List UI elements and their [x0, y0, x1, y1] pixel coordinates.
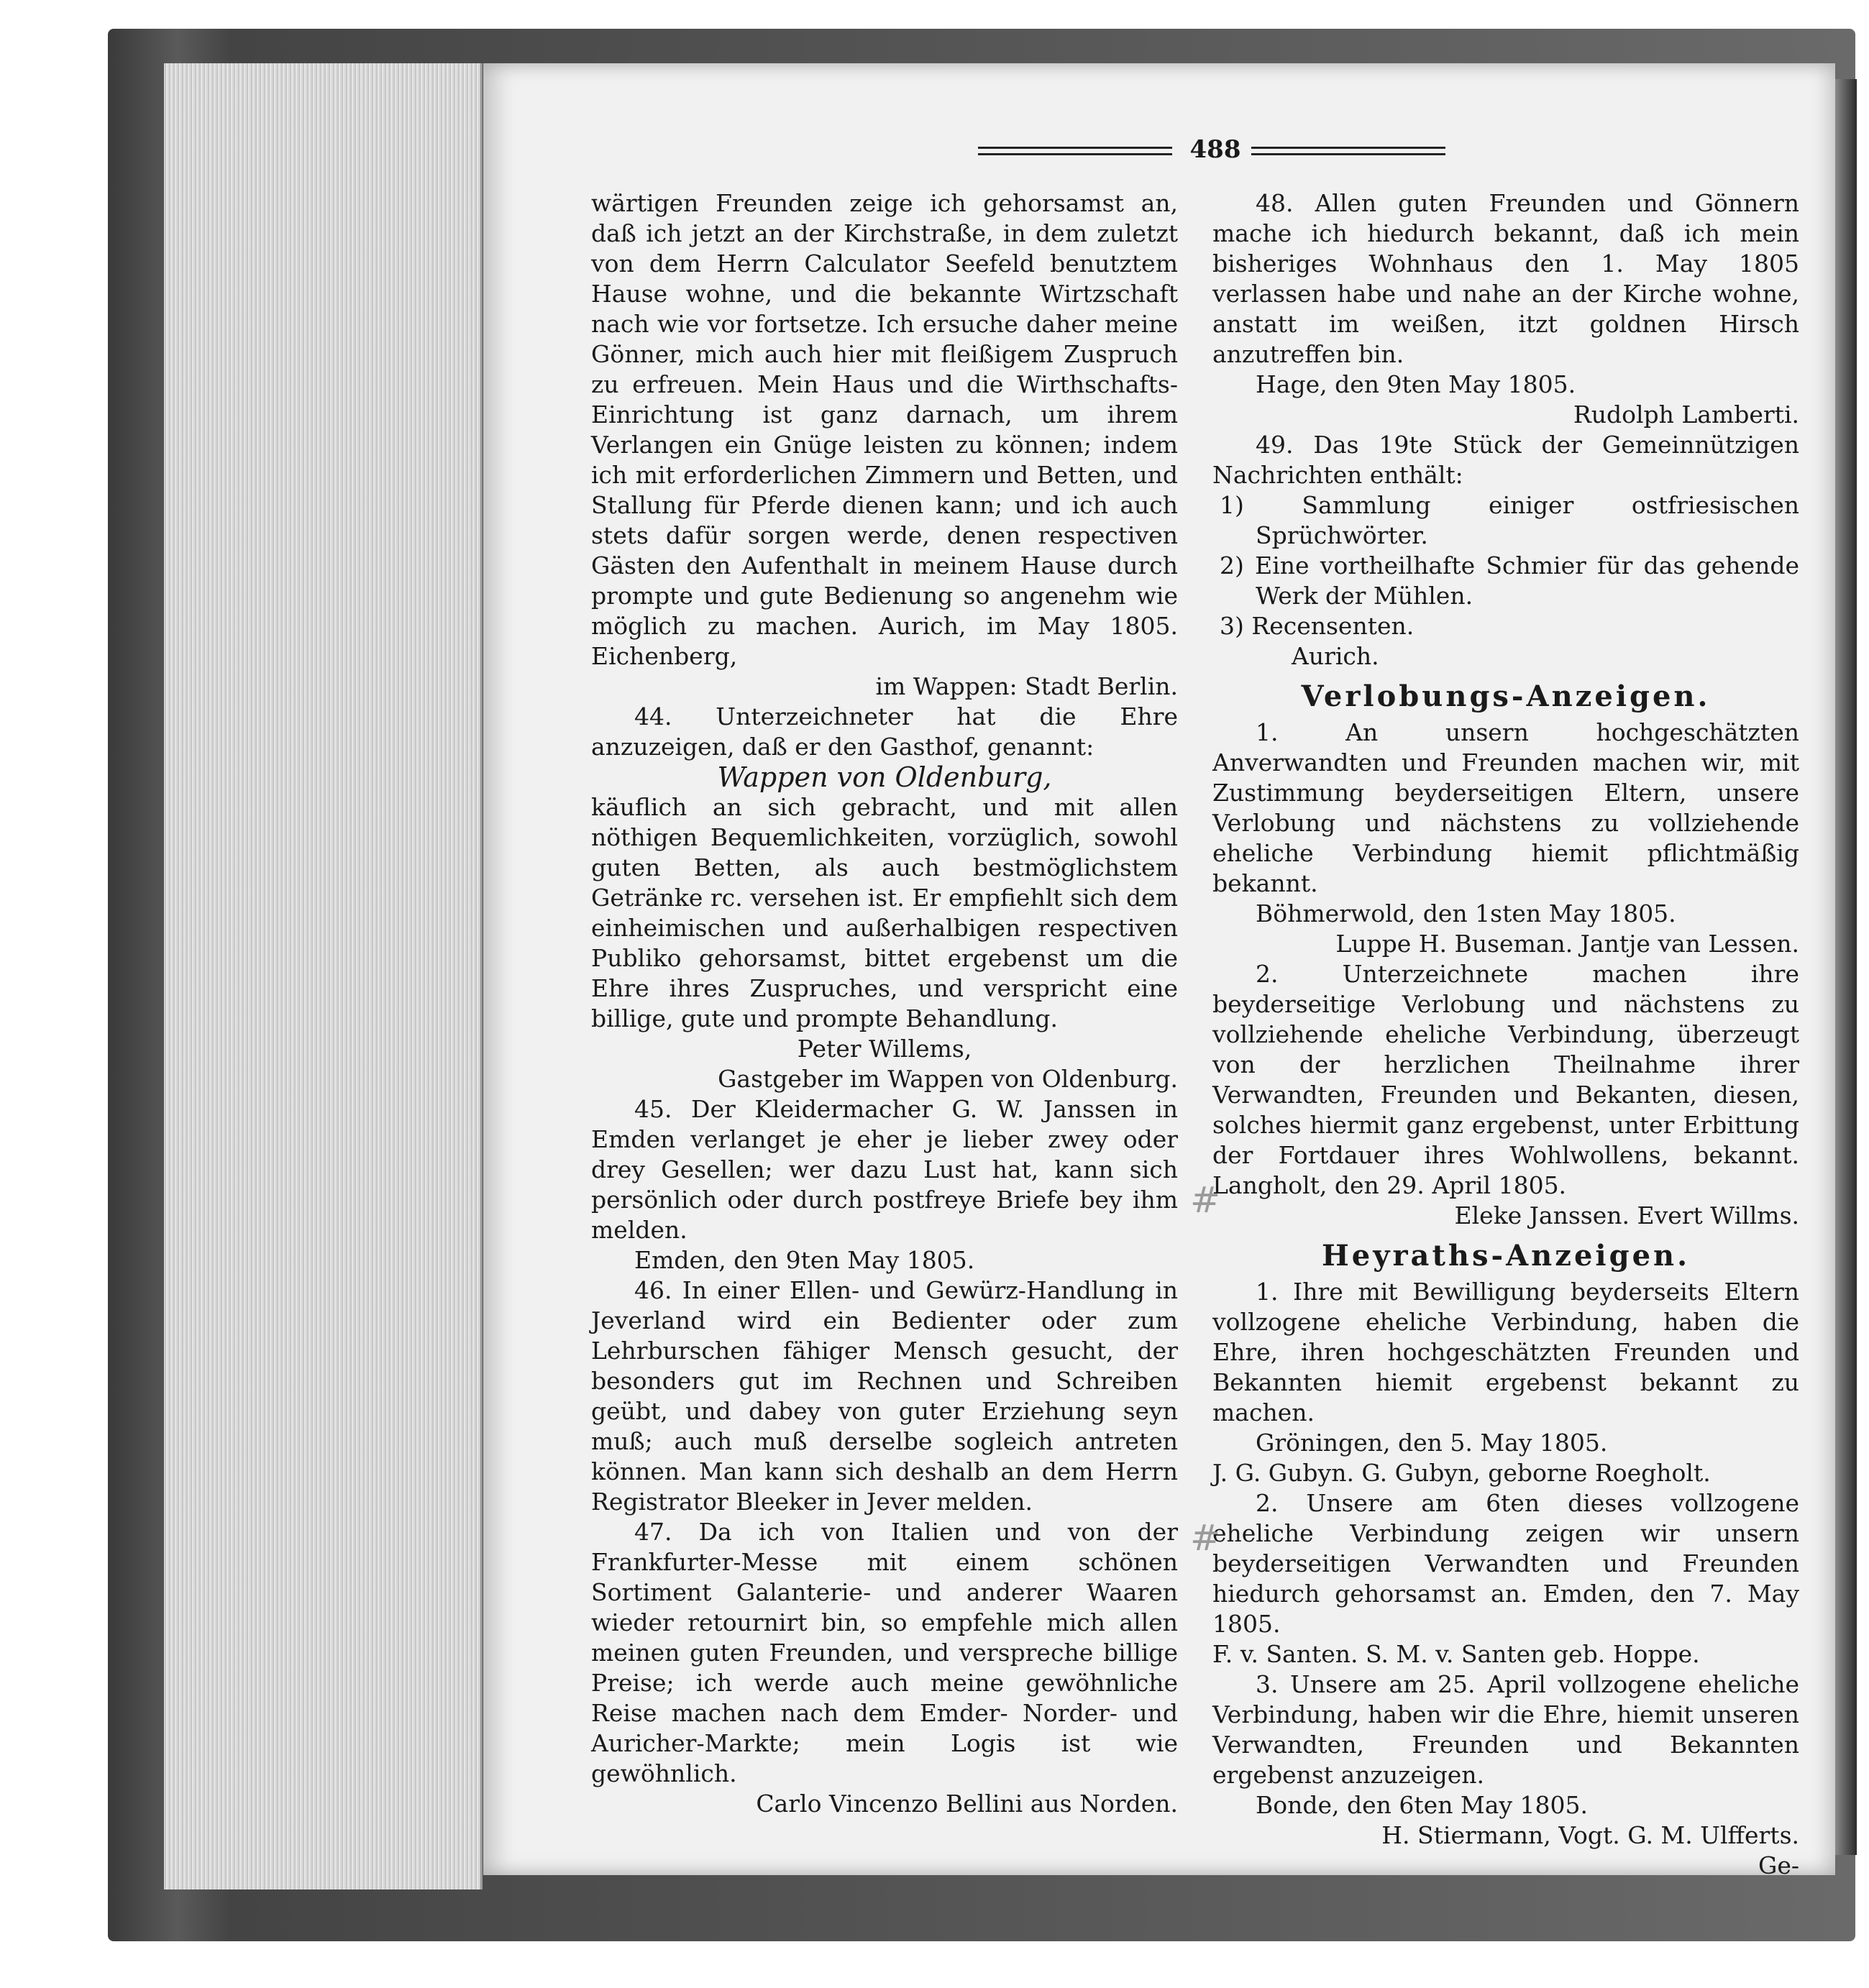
signature: F. v. Santen. S. M. v. Santen geb. Hoppe.	[1212, 1640, 1700, 1668]
notice-45: 45. Der Kleidermacher G. W. Janssen in Emden verlanget je eher je lieber zwey oder drey Gesellen; wer dazu Lust hat, kann sich persönlich oder durch postfreye Briefe bey ihm melden.	[591, 1095, 1178, 1244]
announcement-v2: 2. Unterzeichnete machen ihre beyderseitige Verlobung und nächstens zu vollziehende eheliche Verbindung, überzeugt von der herzlichen Theilnahme ihrer Verwandten, Freunden und Bekanten, diesen, solches hiermit ganz ergebenst, unter Erbittung der Fortdauer ihres Wohlwollens, bekannt. Langholt, den 29. April 1805.	[1212, 960, 1799, 1199]
place-date: Gröningen, den 5. May 1805.	[1256, 1429, 1608, 1457]
place-date: Hage, den 9ten May 1805.	[1256, 370, 1576, 398]
place-date: Aurich.	[1292, 642, 1379, 670]
signature: Peter Willems,	[797, 1035, 972, 1063]
announcement-h1: 1. Ihre mit Bewilligung beyderseits Eltern vollzogene eheliche Verbindung, haben die Ehre, ihren hochgeschätzten Freunden und Bekannten hiemit ergebenst bekannt zu machen.	[1212, 1278, 1799, 1426]
right-column	[1212, 188, 1799, 1881]
announcement-v1: 1. An unsern hochgeschätzten Anverwandten und Freunden machen wir, mit Zustimmung beyderseitigen Eltern, unsere Verlobung und nächstens zu vollziehende eheliche Verbindung hiemit pflichtmäßig bekannt.	[1212, 718, 1799, 897]
header-rule-left	[978, 147, 1172, 155]
list-item: 2) Eine vortheilhafte Schmier für das gehende Werk der Mühlen.	[1220, 551, 1799, 610]
list-item: 1) Sammlung einiger ostfriesischen Sprüchwörter.	[1220, 491, 1799, 549]
place-date: Böhmerwold, den 1sten May 1805.	[1256, 899, 1676, 927]
page-edges	[164, 63, 483, 1889]
signature: Carlo Vincenzo Bellini aus Norden.	[756, 1790, 1178, 1818]
page-header	[978, 135, 1798, 170]
catchword: Ge-	[1758, 1851, 1799, 1879]
signature: J. G. Gubyn. G. Gubyn, geborne Roegholt.	[1212, 1459, 1711, 1487]
notice-49: 49. Das 19te Stück der Gemeinnützigen Nachrichten enthält:	[1212, 431, 1799, 489]
signature: Eleke Janssen. Evert Willms.	[1454, 1201, 1799, 1229]
signature: Luppe H. Buseman. Jantje van Lessen.	[1335, 930, 1799, 958]
inn-name: Wappen von Oldenburg,	[717, 761, 1052, 793]
header-rule-right	[1251, 147, 1445, 155]
list-item: 3) Recensenten.	[1220, 612, 1415, 640]
notice-47: 47. Da ich von Italien und von der Frankfurter-Messe mit einem schönen Sortiment Galanterie- und anderer Waaren wieder retournirt bin, so empfehle mich allen meinen guten Freunden, und verspreche billige Preise; ich werde auch meine gewöhnliche Reise machen nach dem Emder- Norder- und Auricher-Markte; mein Logis ist wie gewöhnlich.	[591, 1518, 1178, 1787]
announcement-h3: 3. Unsere am 25. April vollzogene eheliche Verbindung, haben wir die Ehre, hiemit unseren Verwandten, Freunden und Bekannten ergebenst anzuzeigen.	[1212, 1670, 1799, 1789]
left-column	[591, 188, 1178, 1819]
pencil-mark-icon: #	[1190, 1517, 1220, 1559]
continued-ad-text: wärtigen Freunden zeige ich gehorsamst an, daß ich jetzt an der Kirchstraße, in dem zuletzt von dem Herrn Calculator Seefeld benutztem Hause wohne, und die bekannte Wirtzschaft nach wie vor fortsetze. Ich ersuche daher meine Gönner, mich auch hier mit fleißigem Zuspruch zu erfreuen. Mein Haus und die Wirthschafts-Einrichtung ist ganz darnach, um ihrem Verlangen ein Gnüge leisten zu können; indem ich mit erforderlichen Zimmern und Betten, und Stallung für Pferde dienen kann; und ich auch stets dafür sorgen werde, denen respectiven Gästen den Aufenthalt in meinem Hause durch prompte und gute Bedienung so angenehm wie möglich zu machen. Aurich, im May 1805. Eichenberg,	[591, 189, 1178, 670]
signature: im Wappen: Stadt Berlin.	[875, 672, 1178, 700]
announcement-h2: 2. Unsere am 6ten dieses vollzogene eheliche Verbindung zeigen wir unsern beyderseitigen Verwandten und Freunden hiedurch gehorsamst an. Emden, den 7. May 1805.	[1212, 1489, 1799, 1638]
signature: Rudolph Lamberti.	[1573, 400, 1799, 429]
signature: Gastgeber im Wappen von Oldenburg.	[718, 1065, 1178, 1093]
notice-44-body: käuflich an sich gebracht, und mit allen nöthigen Bequemlichkeiten, vorzüglich, sowohl guten Betten, als auch bestmöglichstem Getränke rc. versehen ist. Er empfiehlt sich dem einheimischen und außerhalbigen respectiven Publiko gehorsamst, bittet ergebenst um die Ehre ihres Zuspruches, und verspricht eine billige, gute und prompte Behandlung.	[591, 793, 1178, 1032]
place-date: Bonde, den 6ten May 1805.	[1256, 1791, 1588, 1819]
signature: H. Stiermann, Vogt. G. M. Ulfferts.	[1381, 1821, 1799, 1849]
page-number: 488	[1189, 135, 1241, 164]
book-gutter	[1835, 79, 1857, 1855]
section-heading-heyrath: Heyraths-Anzeigen.	[1321, 1239, 1691, 1273]
notice-48: 48. Allen guten Freunden und Gönnern mache ich hiedurch bekannt, daß ich mein bisheriges Wohnhaus den 1. May 1805 verlassen habe und nahe an der Kirche wohne, anstatt im weißen, itzt goldnen Hirsch anzutreffen bin.	[1212, 189, 1799, 368]
place-date: Emden, den 9ten May 1805.	[634, 1246, 975, 1274]
section-heading-verlobung: Verlobungs-Anzeigen.	[1301, 679, 1711, 713]
pencil-mark-icon: #	[1190, 1179, 1220, 1221]
notice-44: 44. Unterzeichneter hat die Ehre anzuzeigen, daß er den Gasthof, genannt:	[591, 702, 1178, 761]
notice-46: 46. In einer Ellen- und Gewürz-Handlung in Jeverland wird ein Bedienter oder zum Lehrburschen fähiger Mensch gesucht, der besonders gut im Rechnen und Schreiben geübt, und dabey von guter Erziehung seyn muß; auch muß derselbe sogleich antreten können. Man kann sich deshalb an dem Herrn Registrator Bleeker in Jever melden.	[591, 1276, 1178, 1516]
